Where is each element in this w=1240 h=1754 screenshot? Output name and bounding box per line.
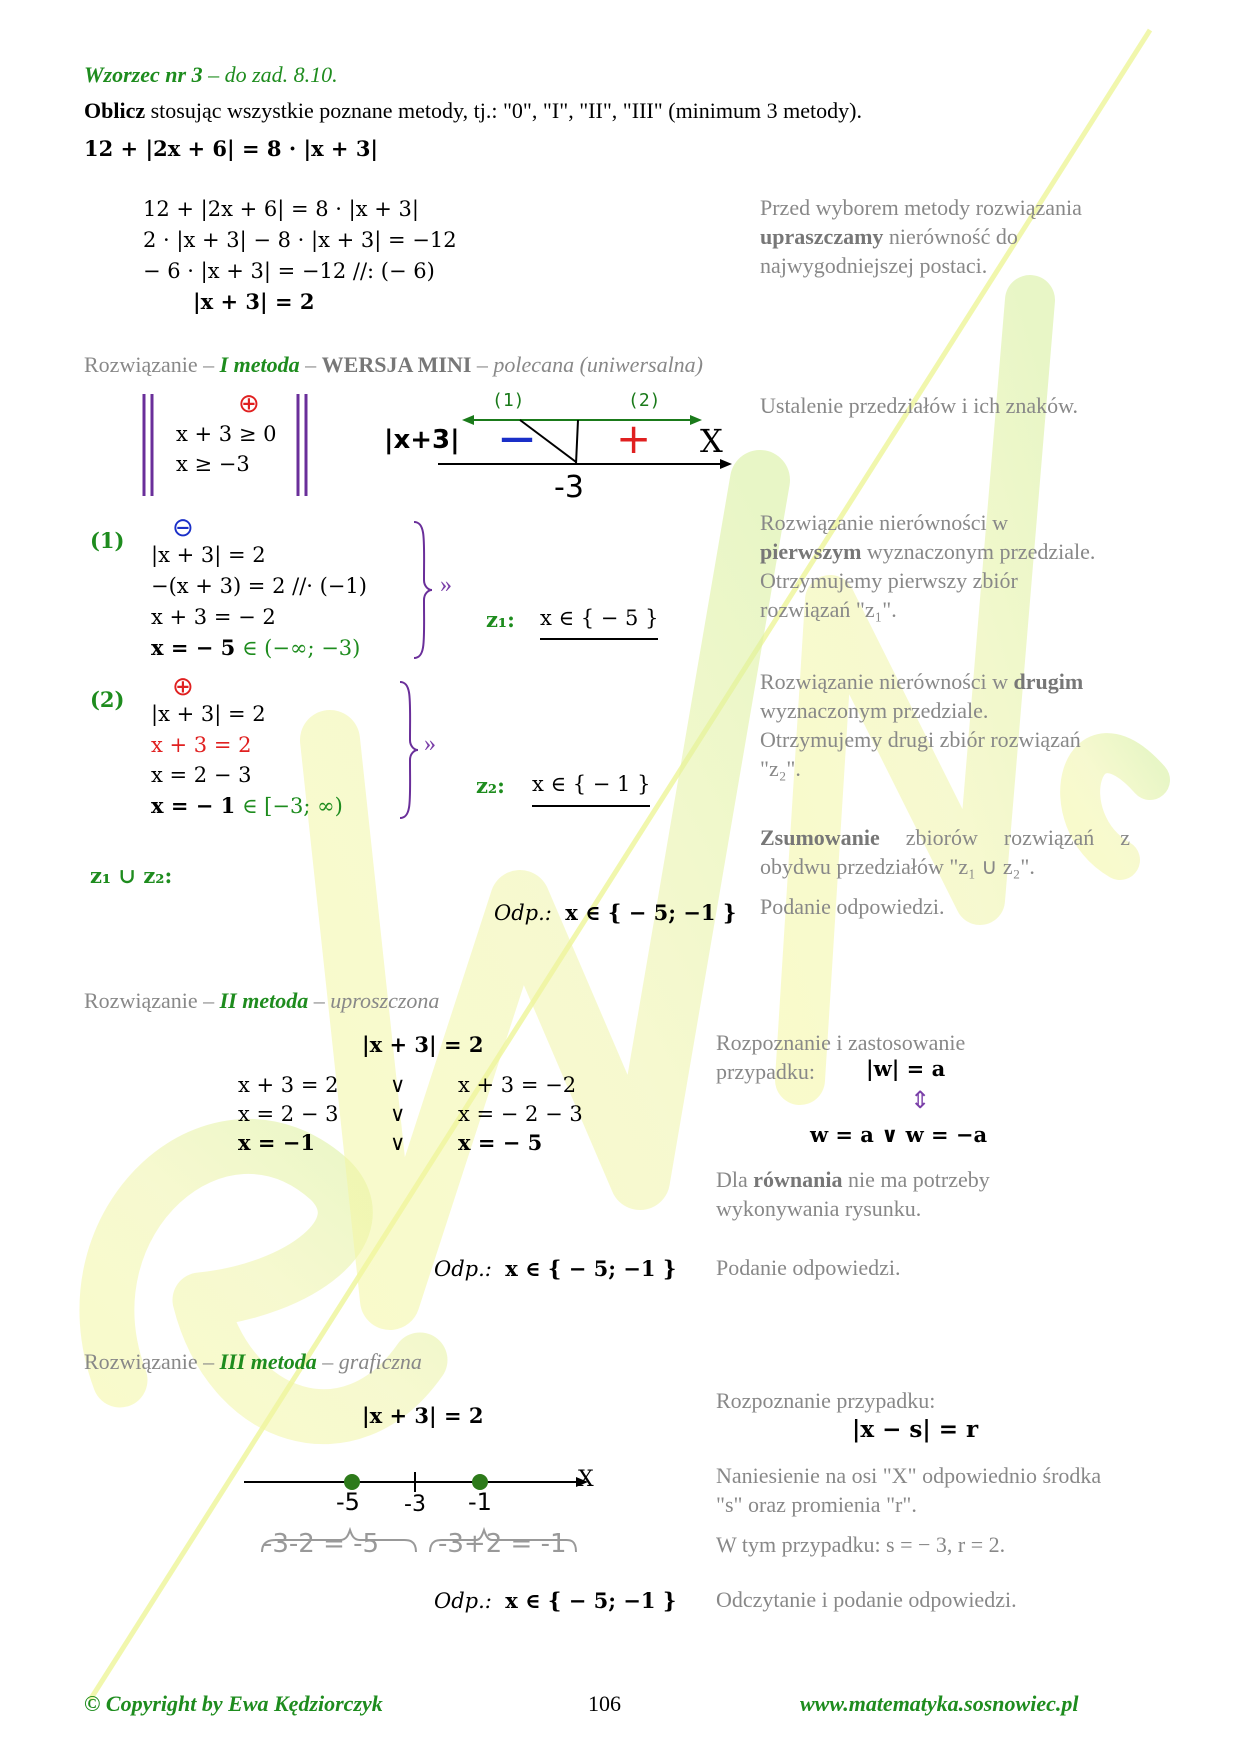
method2-drawing-note: Dla równania nie ma potrzeby wykonywania rysunku.	[716, 1167, 990, 1221]
union-label: z₁ ∪ z₂:	[90, 863, 173, 888]
simplify-note: Przed wyborem metody rozwiązania upraszczamy nierówność do najwygodniejszej postaci.	[760, 195, 1082, 278]
intervals-note: Ustalenie przedziałów i ich znaków.	[760, 393, 1079, 418]
case1-arrow: »	[440, 572, 452, 598]
case1-set-label: z₁:	[486, 607, 515, 632]
method2-or-3: ∨	[390, 1131, 406, 1155]
case1-brace	[410, 520, 434, 660]
simplify-line-4: |x + 3| = 2	[193, 289, 315, 314]
task-statement: Oblicz stosując wszystkie poznane metody, tj.: "0", "I", "II", "III" (minimum 3 metody).	[84, 98, 862, 123]
case2-brace	[396, 680, 420, 820]
condition-line-2: x ≥ −3	[176, 452, 250, 476]
case2-arrow: »	[424, 731, 436, 757]
method1-answer-note: Podanie odpowiedzi.	[760, 894, 945, 919]
method3-point-left: -5	[336, 1488, 360, 1516]
interval-1-label: (1)	[492, 390, 525, 411]
case2-line-2: x + 3 = 2	[151, 733, 252, 757]
method3-calc-right: -3+2 = -1	[438, 1529, 567, 1559]
case2-line-1: |x + 3| = 2	[151, 702, 266, 726]
method2-right-2: x = − 2 − 3	[458, 1102, 583, 1126]
method2-left-3: x = −1	[238, 1130, 315, 1155]
case2-set-underline	[532, 805, 650, 807]
minus-sign-icon: —	[500, 418, 534, 458]
method1-heading: Rozwiązanie – I metoda – WERSJA MINI – polecana (uniwersalna)	[84, 352, 704, 377]
interval-2-label: (2)	[628, 390, 661, 411]
method2-heading: Rozwiązanie – II metoda – uproszczona	[84, 988, 440, 1013]
method3-axis-x-label: X	[578, 1467, 594, 1492]
method3-heading: Rozwiązanie – III metoda – graficzna	[84, 1349, 422, 1374]
condition-plus-icon: ⊕	[238, 389, 260, 419]
method3-case-formula: |x − s| = r	[852, 1416, 979, 1443]
method2-right-1: x + 3 = −2	[458, 1073, 577, 1097]
method2-left-2: x = 2 − 3	[238, 1102, 339, 1126]
method2-left-1: x + 3 = 2	[238, 1073, 339, 1097]
case2-line-3: x = 2 − 3	[151, 763, 252, 787]
method2-equation: |x + 3| = 2	[362, 1032, 484, 1057]
method3-point-mid: -3	[404, 1492, 426, 1517]
axis-point-label: -3	[554, 470, 584, 505]
method3-answer-note: Odczytanie i podanie odpowiedzi.	[716, 1587, 1017, 1612]
simplify-line-1: 12 + |2x + 6| = 8 · |x + 3|	[143, 197, 419, 221]
case1-set: x ∈ { − 5 }	[540, 606, 659, 630]
method2-case-result: w = a ∨ w = −a	[810, 1122, 988, 1147]
method2-answer-note: Podanie odpowiedzi.	[716, 1255, 901, 1280]
method3-number-line	[240, 1460, 600, 1580]
method2-right-3: x = − 5	[458, 1130, 543, 1155]
case2-label: (2)	[90, 687, 125, 712]
method3-calc-left: -3-2 = -5	[263, 1529, 380, 1559]
case1-note: Rozwiązanie nierówności w pierwszym wyznaczonym przedziale. Otrzymujemy pierwszy zbiór rozwiązań "z₁".	[760, 510, 1096, 622]
method1-answer: Odp.: x ∈ { − 5; −1 }	[494, 900, 737, 925]
equivalence-icon: ⇕	[910, 1086, 931, 1114]
case2-set: x ∈ { − 1 }	[532, 772, 651, 796]
method3-values-note: W tym przypadku: s = − 3, r = 2.	[716, 1532, 1006, 1557]
main-equation: 12 + |2x + 6| = 8 · |x + 3|	[84, 136, 379, 161]
case2-plus-icon: ⊕	[172, 672, 194, 702]
case1-line-1: |x + 3| = 2	[151, 543, 266, 567]
method3-answer: Odp.: x ∈ { − 5; −1 }	[434, 1588, 677, 1613]
method3-axis-note: Naniesienie na osi "X" odpowiednio środka "s" oraz promienia "r".	[716, 1463, 1102, 1517]
case2-set-label: z₂:	[476, 773, 505, 798]
method2-or-2: ∨	[390, 1102, 406, 1126]
case1-minus-icon: ⊖	[172, 513, 194, 543]
footer-page-number: 106	[588, 1691, 621, 1716]
method2-case-formula: |w| = a	[866, 1056, 946, 1081]
simplify-line-2: 2 · |x + 3| − 8 · |x + 3| = −12	[143, 228, 457, 252]
method3-point-right: -1	[468, 1488, 492, 1516]
pattern-title: Wzorzec nr 3 – do zad. 8.10.	[84, 62, 338, 87]
method2-case-note: Rozpoznanie i zastosowanie przypadku:	[716, 1030, 966, 1084]
method3-case-note: Rozpoznanie przypadku:	[716, 1388, 936, 1413]
case1-set-underline	[540, 638, 658, 640]
case1-line-3: x + 3 = − 2	[151, 605, 276, 629]
method2-or-1: ∨	[390, 1073, 406, 1097]
union-note: Zsumowanie zbiorów rozwiązań z obydwu przedziałów "z₁ ∪ z₂".	[760, 825, 1130, 879]
axis-x-label: X	[700, 422, 723, 460]
footer-copyright: © Copyright by Ewa Kędziorczyk	[84, 1691, 383, 1716]
plus-sign-icon: +	[616, 414, 652, 463]
axis-function-label: |x+3|	[384, 425, 460, 455]
method2-answer: Odp.: x ∈ { − 5; −1 }	[434, 1256, 677, 1281]
simplify-line-3: − 6 · |x + 3| = −12 //: (− 6)	[143, 259, 435, 283]
case1-label: (1)	[90, 528, 125, 553]
case1-line-4: x = − 5 ∈ (−∞; −3)	[151, 635, 361, 660]
case1-line-2: −(x + 3) = 2 //· (−1)	[151, 574, 367, 598]
condition-line-1: x + 3 ≥ 0	[176, 422, 277, 446]
case2-note: Rozwiązanie nierówności w drugim wyznaczonym przedziale. Otrzymujemy drugi zbiór rozwiązań "z₂".	[760, 669, 1084, 781]
footer-url[interactable]: www.matematyka.sosnowiec.pl	[800, 1691, 1079, 1716]
method3-equation: |x + 3| = 2	[362, 1403, 484, 1428]
case2-line-4: x = − 1 ∈ [−3; ∞)	[151, 793, 343, 818]
